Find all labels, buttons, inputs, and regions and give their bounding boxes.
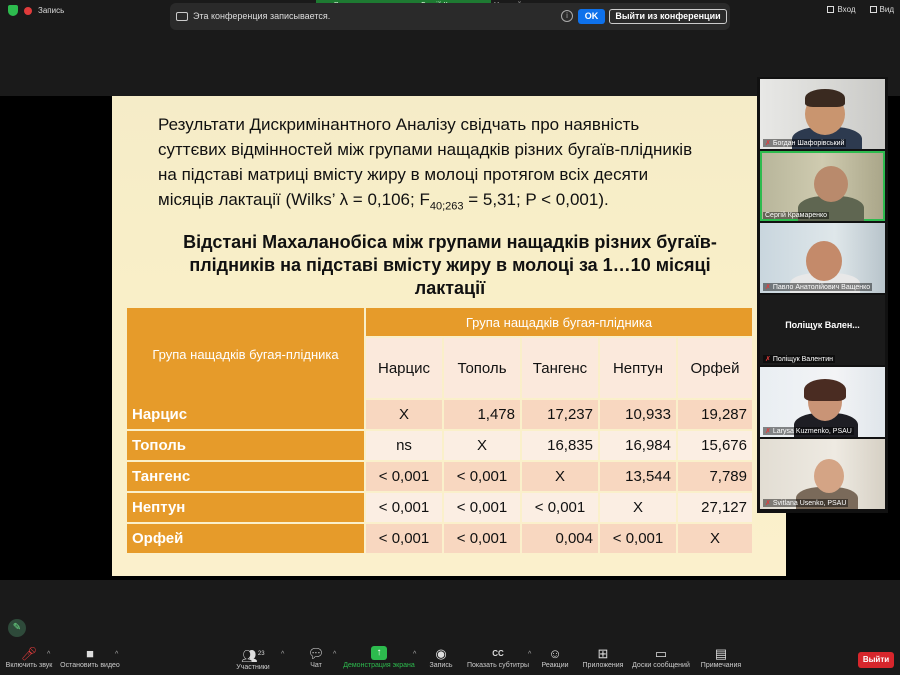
participant-tile-active[interactable] xyxy=(760,151,885,221)
leave-button[interactable]: Выйти xyxy=(858,652,894,668)
table-cell: < 0,001 xyxy=(444,462,520,491)
mic-muted-icon: ✗ xyxy=(765,500,771,507)
recording-notice-text: Эта конференция записывается. xyxy=(193,11,331,21)
info-icon[interactable]: i xyxy=(561,10,573,22)
heading-line: лактації xyxy=(414,278,486,298)
row-label: Тополь xyxy=(127,431,364,460)
participants-count: 23 xyxy=(257,651,265,657)
table-cell: X xyxy=(678,524,752,553)
reactions-button[interactable] xyxy=(539,646,571,669)
stat-subscript: 40;263 xyxy=(429,200,464,213)
notes-icon: ▤ xyxy=(714,646,728,661)
recording-label: Запись xyxy=(38,6,65,15)
column-header: Тангенс xyxy=(522,338,598,398)
login-icon xyxy=(827,6,834,13)
participant-name xyxy=(763,283,872,291)
paragraph-line-stat xyxy=(158,187,786,219)
participant-name xyxy=(763,355,835,363)
participant-name-text: Поліщук Валентин xyxy=(772,355,834,363)
recording-indicator xyxy=(8,5,64,16)
table-cell: 7,789 xyxy=(678,462,752,491)
reactions-smiley-icon: ☺ xyxy=(548,646,562,661)
mic-off-icon: 🎤︎ xyxy=(20,646,38,661)
table-cell: X xyxy=(522,462,598,491)
participant-name-text: Павло Анатолійович Ващенко xyxy=(772,283,871,291)
table-cell: < 0,001 xyxy=(600,524,676,553)
table-cell: 17,237 xyxy=(522,400,598,429)
table-cell: ns xyxy=(366,431,442,460)
share-screen-icon: ↑ xyxy=(371,646,387,660)
column-header: Нептун xyxy=(600,338,676,398)
row-header-cell: Група нащадків бугая-плідника xyxy=(127,308,364,400)
participant-video-panel xyxy=(757,77,888,513)
participant-name-text: Svitlana Usenko, PSAU xyxy=(772,499,847,507)
table-cell: 27,127 xyxy=(678,493,752,522)
table-cell: X xyxy=(444,431,520,460)
view-grid-icon xyxy=(870,6,877,13)
apps-button[interactable] xyxy=(581,646,625,669)
participant-tile[interactable] xyxy=(760,439,885,509)
table-cell: X xyxy=(600,493,676,522)
audio-options-caret-icon[interactable]: ^ xyxy=(47,651,51,658)
person-head xyxy=(806,241,842,281)
heading-line: Відстані Махаланобіса між групами нащадків різних бугаїв- xyxy=(183,232,717,252)
table-cell: < 0,001 xyxy=(366,462,442,491)
security-shield-icon[interactable] xyxy=(8,5,18,16)
mic-muted-icon: ✗ xyxy=(765,356,771,363)
record-icon: ◉ xyxy=(435,646,447,661)
table-cell: 16,835 xyxy=(522,431,598,460)
chat-bubble-icon: 💬︎ xyxy=(307,646,325,661)
notes-button[interactable] xyxy=(698,646,744,669)
stat-text: місяців лактації (Wilks’ λ = 0,106; F xyxy=(158,190,430,209)
participant-tile[interactable] xyxy=(760,295,885,365)
table-cell: < 0,001 xyxy=(522,493,598,522)
table-cell: < 0,001 xyxy=(444,493,520,522)
notes-label: Примечания xyxy=(700,662,742,669)
slide-paragraph xyxy=(158,112,786,219)
person-head xyxy=(814,166,848,202)
captions-label: Показать субтитры xyxy=(466,662,530,669)
table-cell: < 0,001 xyxy=(366,524,442,553)
mic-muted-icon: ✗ xyxy=(765,284,771,291)
participant-tile[interactable] xyxy=(760,367,885,437)
person-hair xyxy=(804,379,846,401)
apps-label: Приложения xyxy=(582,662,624,669)
participant-name xyxy=(763,499,848,507)
login-label: Вход xyxy=(837,5,856,14)
column-group-header: Група нащадків бугая-плідника xyxy=(366,308,752,336)
login-button[interactable] xyxy=(827,5,855,14)
heading-line: плідників на підставі вмісту жиру в молоці за 1…10 місяці xyxy=(189,255,711,275)
stop-video-label: Остановить видео xyxy=(60,662,120,669)
record-button[interactable] xyxy=(425,646,457,669)
table-cell: 1,478 xyxy=(444,400,520,429)
video-options-caret-icon[interactable]: ^ xyxy=(115,651,119,658)
column-header: Орфей xyxy=(678,338,752,398)
table-cell: X xyxy=(366,400,442,429)
participant-tile[interactable] xyxy=(760,79,885,149)
participant-name-text: Богдан Шафорівський xyxy=(772,139,845,147)
table-cell: 0,004 xyxy=(522,524,598,553)
captions-button[interactable] xyxy=(466,646,530,669)
participants-label: Участники xyxy=(236,664,270,672)
whiteboards-button[interactable] xyxy=(630,646,692,669)
table-cell: 15,676 xyxy=(678,431,752,460)
column-header: Тополь xyxy=(444,338,520,398)
column-header: Нарцис xyxy=(366,338,442,398)
apps-icon: ⊞ xyxy=(597,646,609,661)
row-label: Нарцис xyxy=(127,400,364,429)
table-cell: 16,984 xyxy=(600,431,676,460)
row-label: Нептун xyxy=(127,493,364,522)
participant-tile[interactable] xyxy=(760,223,885,293)
person-head xyxy=(814,459,844,493)
stat-rest: = 5,31; P < 0,001). xyxy=(463,190,609,209)
share-caret-icon[interactable]: ^ xyxy=(413,651,417,658)
recording-notice-bar xyxy=(170,3,730,30)
participant-name-text: Сергій Крамаренко xyxy=(765,212,828,219)
share-screen-button[interactable] xyxy=(342,646,416,669)
participant-name xyxy=(763,212,829,219)
mic-muted-icon: ✗ xyxy=(765,140,771,147)
record-label: Запись xyxy=(429,662,453,669)
slide-heading xyxy=(140,231,760,300)
table-cell: < 0,001 xyxy=(366,493,442,522)
video-camera-icon: ■ xyxy=(86,646,94,661)
paragraph-line: Результати Дискримінантного Аналізу свідчать про наявність xyxy=(158,115,640,134)
leave-meeting-button[interactable]: Выйти из конференции xyxy=(609,9,727,24)
view-label: Вид xyxy=(879,5,894,14)
unmute-label: Включить звук xyxy=(5,662,53,669)
table-cell: < 0,001 xyxy=(444,524,520,553)
participant-name xyxy=(763,139,846,147)
row-label: Орфей xyxy=(127,524,364,553)
paragraph-line: суттєвих відмінностей між групами нащадків різних бугаїв-плідників xyxy=(158,140,693,159)
participants-button[interactable] xyxy=(233,646,273,671)
row-label: Тангенс xyxy=(127,462,364,491)
chat-caret-icon[interactable]: ^ xyxy=(333,651,337,658)
share-screen-label: Демонстрация экрана xyxy=(343,662,415,669)
person-hair xyxy=(805,89,845,107)
view-button[interactable] xyxy=(870,5,894,14)
presentation-slide xyxy=(112,96,786,576)
paragraph-line: на підставі матриці вмісту жиру в молоці протягом всіх десяти xyxy=(158,165,649,184)
closed-captions-icon: CC xyxy=(492,649,504,658)
recording-dot-icon xyxy=(24,7,32,15)
table-cell: 13,544 xyxy=(600,462,676,491)
captions-caret-icon[interactable]: ^ xyxy=(528,651,532,658)
participant-name-text: Larysa Kuzmenko, PSAU xyxy=(772,427,852,435)
participant-name xyxy=(763,427,854,435)
annotate-pencil-icon[interactable]: ✎ xyxy=(8,619,26,637)
chat-label: Чат xyxy=(310,662,322,669)
participants-caret-icon[interactable]: ^ xyxy=(281,651,285,658)
stop-video-button[interactable] xyxy=(58,646,122,669)
table-cell: 10,933 xyxy=(600,400,676,429)
recording-camera-icon xyxy=(176,12,188,21)
meeting-toolbar xyxy=(0,637,900,675)
mic-muted-icon: ✗ xyxy=(765,428,771,435)
table-cell: 19,287 xyxy=(678,400,752,429)
ok-button[interactable]: OK xyxy=(578,9,605,24)
whiteboard-icon: ▭ xyxy=(654,646,668,661)
participants-icon: 👥︎$^{23}$ xyxy=(241,648,265,664)
reactions-label: Реакции xyxy=(541,662,569,669)
participant-display-name: Поліщук Вален... xyxy=(785,320,860,330)
whiteboards-label: Доски сообщений xyxy=(632,662,690,669)
chat-button[interactable] xyxy=(302,646,330,669)
